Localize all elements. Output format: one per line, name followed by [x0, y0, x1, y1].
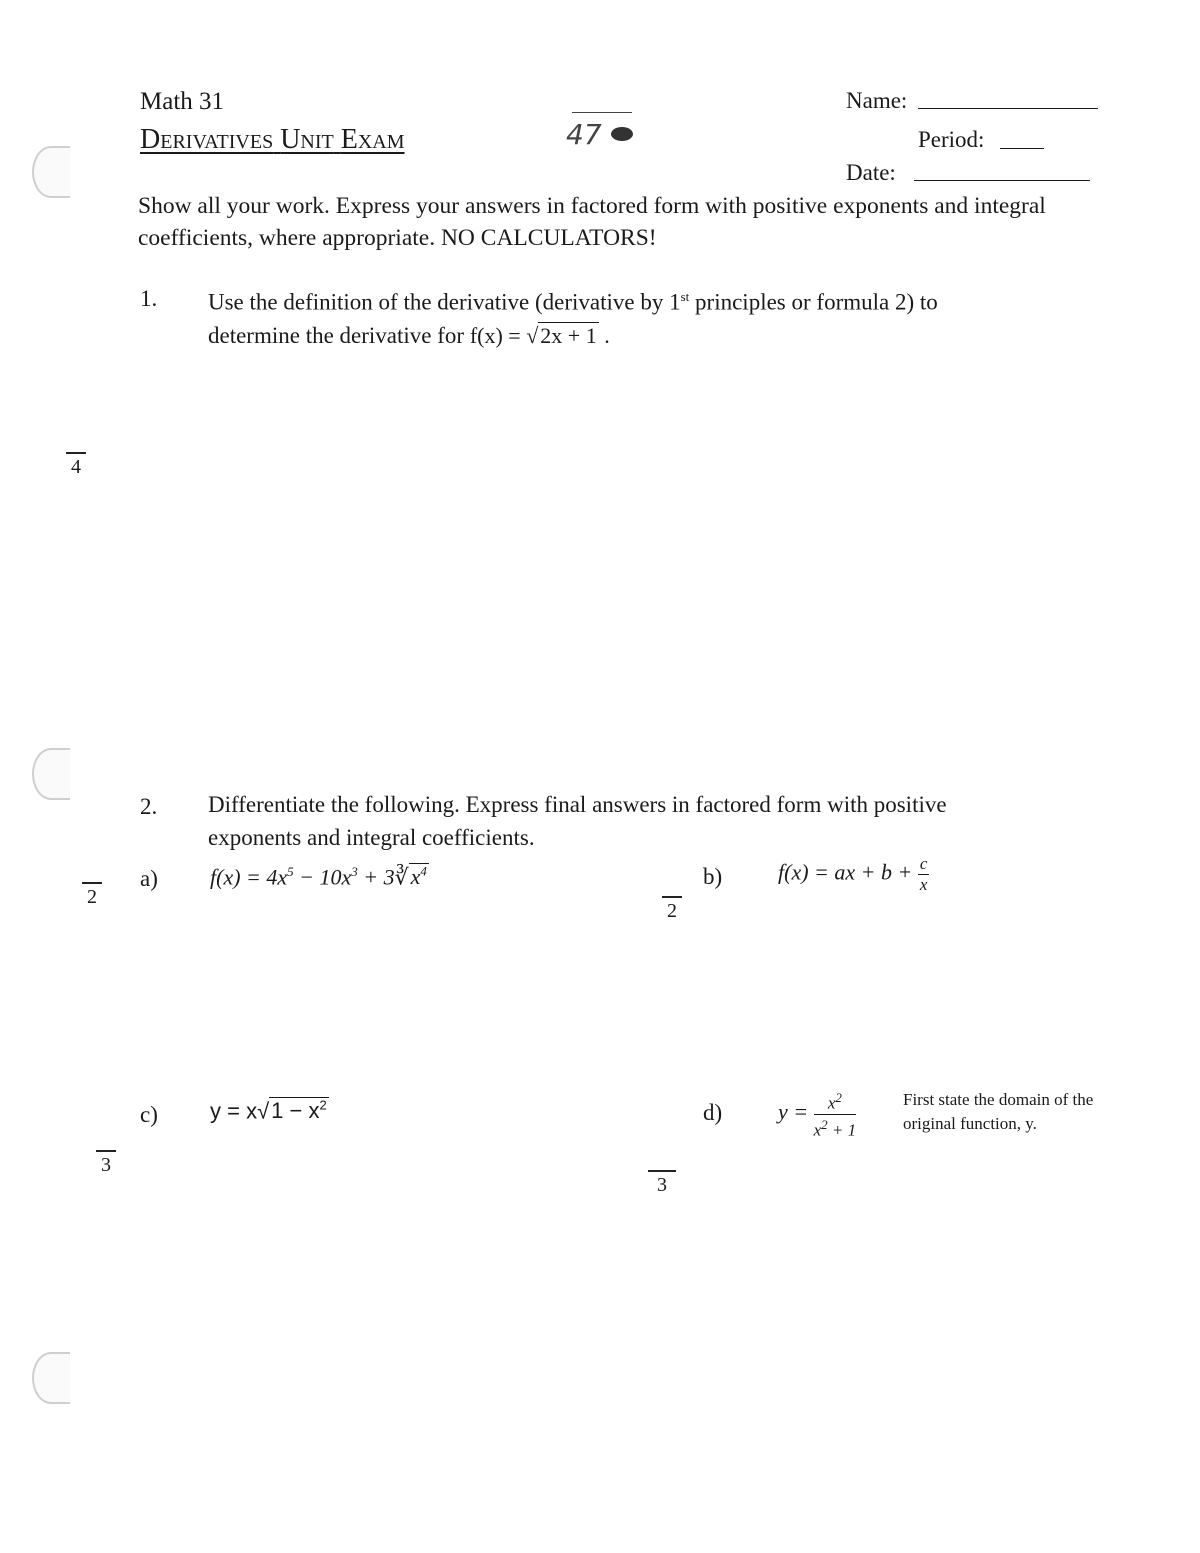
date-field[interactable]: [914, 180, 1090, 181]
q1-function: f(x) = √2x + 1 .: [469, 322, 610, 348]
q2a-points: 2: [80, 882, 104, 909]
q2-text-line2: exponents and integral coefficients.: [208, 825, 535, 850]
q2c-points: 3: [94, 1150, 118, 1177]
handwritten-score: 47: [566, 118, 602, 151]
course-title: Math 31: [140, 88, 225, 115]
binder-hole-bottom: [32, 1352, 70, 1404]
period-label: Period:: [918, 127, 985, 152]
q2b-label: b): [703, 864, 723, 889]
instructions: Show all your work. Express your answers in factored form with positive exponents and integral coefficients, where appropriate. NO CALCULATORS!: [138, 193, 1046, 251]
q2c-function: $y = x√1 - x^2$: [210, 1098, 327, 1124]
q2-text-line1: Differentiate the following. Express final answers in factored form with positive: [208, 792, 947, 817]
score-ink-blot: [611, 127, 633, 141]
q2d-points: 3: [646, 1170, 678, 1197]
q2c-label: c): [140, 1102, 158, 1127]
name-label: Name:: [846, 88, 908, 113]
exam-title: Derivatives Unit Exam: [140, 124, 405, 155]
period-field[interactable]: [1000, 148, 1044, 149]
binder-hole-middle: [32, 748, 70, 800]
q2-text: [208, 788, 1088, 854]
q1-number: 1.: [140, 286, 158, 311]
name-field[interactable]: [918, 108, 1098, 109]
q2b-function: f(x) = ax + b + $\frac{c}{x}$: [778, 854, 928, 894]
score-line: [572, 112, 632, 113]
q2b-points: 2: [660, 896, 684, 923]
q2d-function: y = $\frac{x^2}{x^2 + 1}$: [778, 1090, 857, 1140]
q1-points: 4: [64, 452, 88, 479]
q1-text: [208, 280, 1088, 352]
q1-text-line1: Use the definition of the derivative (derivative by 1st principles or formula 2) to: [208, 289, 938, 315]
q2d-domain-note: First state the domain of the original function, y.: [903, 1090, 1094, 1133]
date-label: Date:: [846, 160, 896, 185]
q2d-label: d): [703, 1100, 723, 1125]
binder-hole-top: [32, 146, 70, 198]
q2-number: 2.: [140, 794, 158, 819]
q2a-function: $f(x) = 4x^5 - 10x^3$ + $3∛x^4$: [210, 864, 427, 890]
q2a-label: a): [140, 866, 158, 891]
q1-text-line2: determine the derivative for f(x) = √2x + 1 .: [208, 322, 610, 348]
